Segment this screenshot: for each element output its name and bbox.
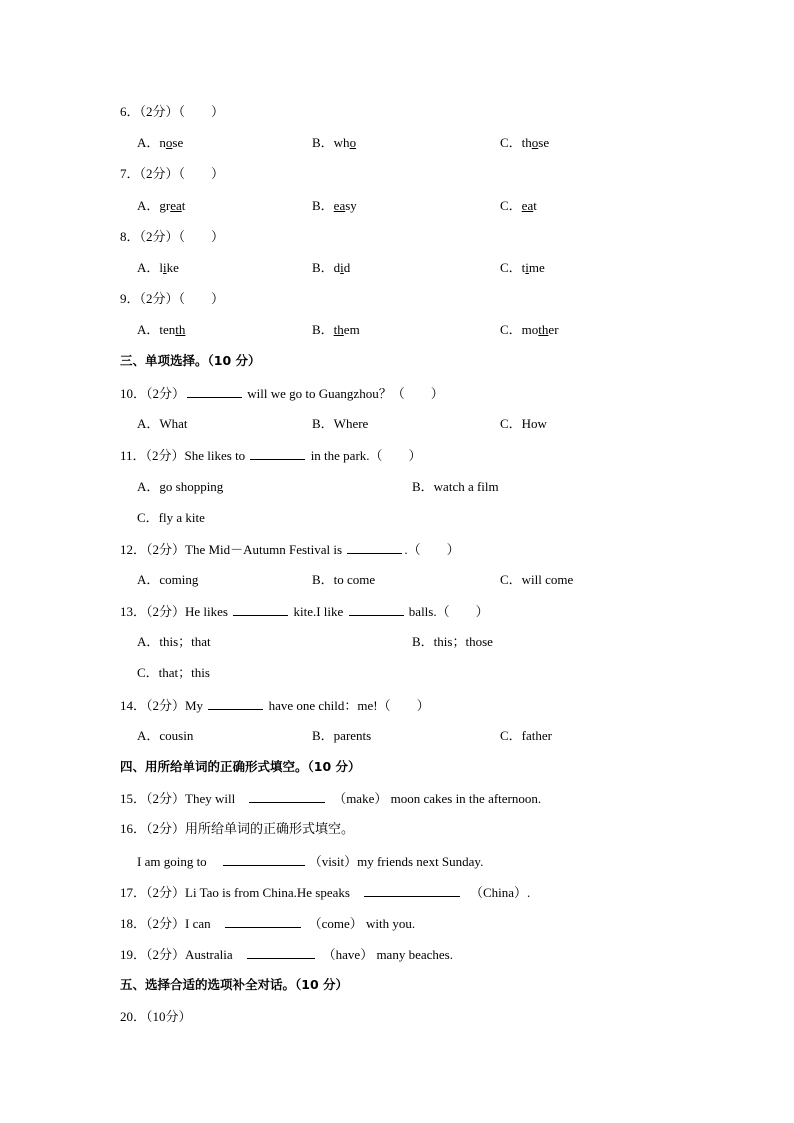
- q14-option-b[interactable]: B．parents: [312, 728, 372, 743]
- section-4-heading: 四、用所给单词的正确形式填空。（10 分）: [120, 759, 361, 774]
- question-18-stem: 18．（2分）I can （come） with you.: [120, 916, 416, 931]
- q12-option-a[interactable]: A．coming: [137, 572, 199, 587]
- answer-blank[interactable]: [233, 603, 288, 616]
- answer-blank[interactable]: [223, 853, 305, 866]
- q8-option-c[interactable]: C．time: [500, 260, 545, 275]
- q11-option-c[interactable]: C．fly a kite: [137, 510, 205, 525]
- q9-option-c[interactable]: C．mother: [500, 322, 559, 337]
- q13-option-b[interactable]: B．this；those: [412, 634, 493, 649]
- q13-option-c[interactable]: C．that；this: [137, 665, 210, 680]
- answer-blank[interactable]: [349, 603, 404, 616]
- q12-option-c[interactable]: C．will come: [500, 572, 574, 587]
- question-12-stem: 12．（2分）The Mid－Autumn Festival is .（ ）: [120, 542, 460, 557]
- section-5-heading: 五、选择合适的选项补全对话。（10 分）: [120, 977, 348, 992]
- answer-blank[interactable]: [187, 385, 242, 398]
- q14-option-a[interactable]: A．cousin: [137, 728, 194, 743]
- q6-option-b[interactable]: B．who: [312, 135, 357, 150]
- q13-option-a[interactable]: A．this；that: [137, 634, 211, 649]
- q9-option-b[interactable]: B．them: [312, 322, 360, 337]
- answer-blank[interactable]: [347, 541, 402, 554]
- q6-option-a[interactable]: A．nose: [137, 135, 184, 150]
- q10-option-b[interactable]: B．Where: [312, 416, 369, 431]
- answer-blank[interactable]: [208, 697, 263, 710]
- q11-option-a[interactable]: A．go shopping: [137, 479, 224, 494]
- question-16-stem: 16．（2分）用所给单词的正确形式填空。: [120, 821, 355, 836]
- answer-blank[interactable]: [249, 790, 325, 803]
- q7-option-a[interactable]: A．great: [137, 198, 186, 213]
- question-7-stem: 7．（2分）（ ）: [120, 166, 225, 181]
- answer-blank[interactable]: [247, 946, 315, 959]
- question-19-stem: 19．（2分）Australia （have） many beaches.: [120, 947, 453, 962]
- q12-option-b[interactable]: B．to come: [312, 572, 376, 587]
- question-11-stem: 11．（2分）She likes to in the park.（ ）: [120, 448, 422, 463]
- question-10-stem: 10．（2分） will we go to Guangzhou？（ ）: [120, 386, 444, 401]
- q9-option-a[interactable]: A．tenth: [137, 322, 186, 337]
- q8-option-b[interactable]: B．did: [312, 260, 351, 275]
- section-3-heading: 三、单项选择。（10 分）: [120, 353, 261, 368]
- question-9-stem: 9．（2分）（ ）: [120, 291, 225, 306]
- q10-option-c[interactable]: C．How: [500, 416, 547, 431]
- question-16-sentence: I am going to （visit）my friends next Sunday.: [137, 854, 484, 869]
- answer-blank[interactable]: [225, 915, 301, 928]
- question-14-stem: 14．（2分）My have one child：me!（ ）: [120, 698, 430, 713]
- q7-option-b[interactable]: B．easy: [312, 198, 357, 213]
- answer-blank[interactable]: [364, 884, 460, 897]
- question-20-stem: 20．（10分）: [120, 1009, 192, 1024]
- question-6-stem: 6．（2分）（ ）: [120, 104, 225, 119]
- question-17-stem: 17．（2分）Li Tao is from China.He speaks （China）.: [120, 885, 531, 900]
- q11-option-b[interactable]: B．watch a film: [412, 479, 499, 494]
- question-13-stem: 13．（2分）He likes kite.I like balls.（ ）: [120, 604, 489, 619]
- q14-option-c[interactable]: C．father: [500, 728, 552, 743]
- q8-option-a[interactable]: A．like: [137, 260, 179, 275]
- question-8-stem: 8．（2分）（ ）: [120, 229, 225, 244]
- question-15-stem: 15．（2分）They will （make） moon cakes in the afternoon.: [120, 791, 542, 806]
- answer-blank[interactable]: [250, 447, 305, 460]
- q10-option-a[interactable]: A．What: [137, 416, 188, 431]
- q7-option-c[interactable]: C．eat: [500, 198, 537, 213]
- q6-option-c[interactable]: C．those: [500, 135, 550, 150]
